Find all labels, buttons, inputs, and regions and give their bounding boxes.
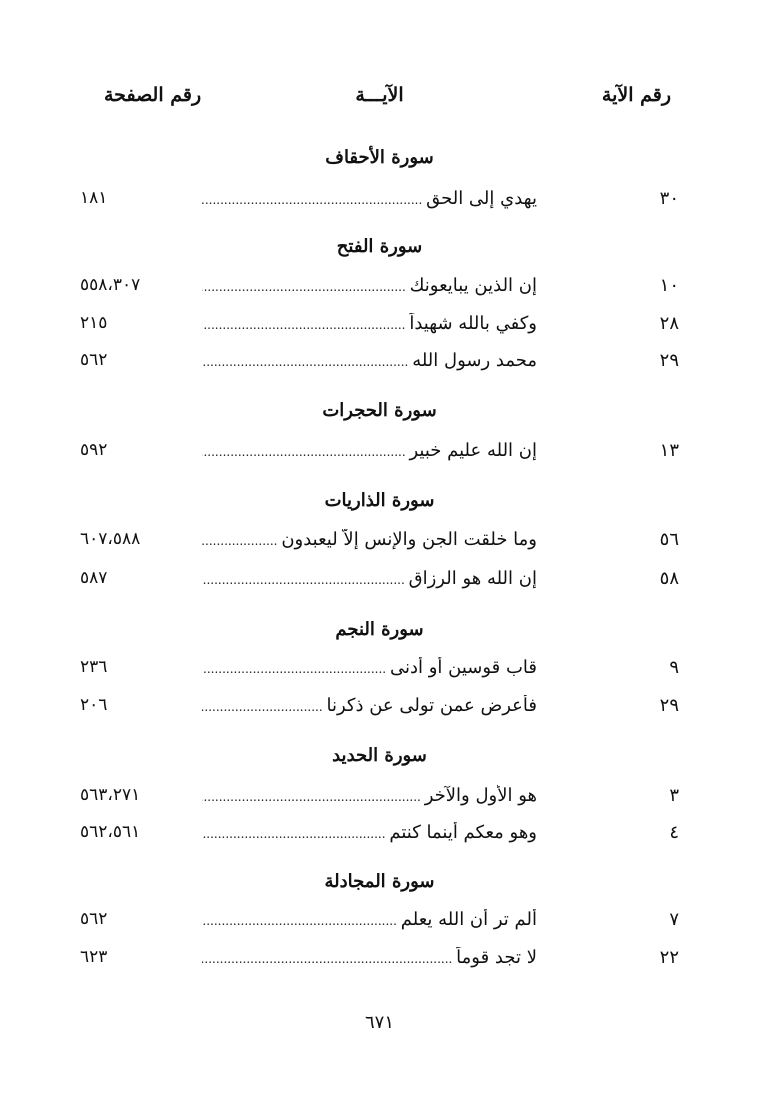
- verse-text: إن الله عليم خبير .....: [202, 440, 537, 461]
- index-row: [0, 313, 759, 343]
- verse-text: إن الذين يبايعونك .....: [202, 275, 537, 296]
- verse-number: ٧: [669, 909, 679, 930]
- verse-number: ٢٨: [659, 313, 679, 334]
- surah-heading: سورة الحديد: [332, 745, 427, 766]
- verse-text: قاب قوسين أو أدنى .....: [202, 657, 537, 678]
- page-number-header: رقم الصفحة: [104, 84, 202, 106]
- index-row: [0, 188, 759, 218]
- page-reference: ٥٦٢،٥٦١: [80, 822, 141, 842]
- verse-number: ٣٠: [659, 188, 679, 209]
- verse-text: يهدي إلى الحق .....: [202, 188, 537, 209]
- page-reference: ٥٥٨،٣٠٧: [80, 275, 141, 295]
- page-reference: ٢١٥: [80, 313, 108, 333]
- surah-heading: سورة الذاريات: [324, 490, 435, 511]
- verse-text: محمد رسول الله .....: [202, 350, 537, 371]
- page-reference: ٥٦٣،٢٧١: [80, 785, 141, 805]
- verse-number: ١٣: [659, 440, 679, 461]
- verse-text: وكفي بالله شهيداً .....: [202, 313, 537, 334]
- page-reference: ٦٢٣: [80, 947, 108, 967]
- index-row: [0, 275, 759, 305]
- page-reference: ٦٠٧،٥٨٨: [80, 529, 141, 549]
- index-row: [0, 440, 759, 470]
- surah-heading: سورة الحجرات: [322, 400, 437, 421]
- verse-number: ٢٢: [659, 947, 679, 968]
- verse-text: فأعرض عمن تولى عن ذكرنا .....: [202, 695, 537, 716]
- verse-number: ٥٦: [659, 529, 679, 550]
- verse-number: ١٠: [659, 275, 679, 296]
- index-row: [0, 568, 759, 598]
- surah-heading: سورة النجم: [335, 619, 424, 640]
- page-number: ٦٧١: [364, 1012, 394, 1033]
- verse-text: إن الله هو الرزاق .....: [202, 568, 537, 589]
- page-reference: ٥٦٢: [80, 350, 108, 370]
- page-reference: ٢٠٦: [80, 695, 108, 715]
- verse-text: هو الأول والآخر .....: [202, 785, 537, 806]
- verse-text: وهو معكم أينما كنتم .....: [202, 822, 537, 843]
- verse-number: ٥٨: [659, 568, 679, 589]
- page-reference: ١٨١: [80, 188, 108, 208]
- index-row: [0, 529, 759, 559]
- verse-text: لا تجد قوماً .....: [202, 947, 537, 968]
- verse-number: ٩: [669, 657, 679, 678]
- surah-heading: سورة المجادلة: [324, 871, 435, 892]
- index-row: [0, 657, 759, 687]
- verse-number: ٤: [669, 822, 679, 843]
- index-row: [0, 695, 759, 725]
- index-row: [0, 947, 759, 977]
- verse-number: ٣: [669, 785, 679, 806]
- index-row: [0, 350, 759, 380]
- surah-heading: سورة الأحقاف: [325, 147, 434, 168]
- page-reference: ٥٦٢: [80, 909, 108, 929]
- page-reference: ٥٩٢: [80, 440, 108, 460]
- verse-text: وما خلقت الجن والإنس إلاّ ليعبدون .....: [202, 529, 537, 550]
- page-reference: ٥٨٧: [80, 568, 108, 588]
- index-row: [0, 785, 759, 815]
- verse-header: الآيـــة: [355, 84, 404, 106]
- verse-number-header: رقم الآية: [601, 84, 671, 106]
- index-row: [0, 822, 759, 852]
- page-reference: ٢٣٦: [80, 657, 108, 677]
- verse-number: ٢٩: [659, 350, 679, 371]
- verse-number: ٢٩: [659, 695, 679, 716]
- surah-heading: سورة الفتح: [336, 236, 423, 257]
- verse-text: ألم تر أن الله يعلم .....: [202, 909, 537, 930]
- index-row: [0, 909, 759, 939]
